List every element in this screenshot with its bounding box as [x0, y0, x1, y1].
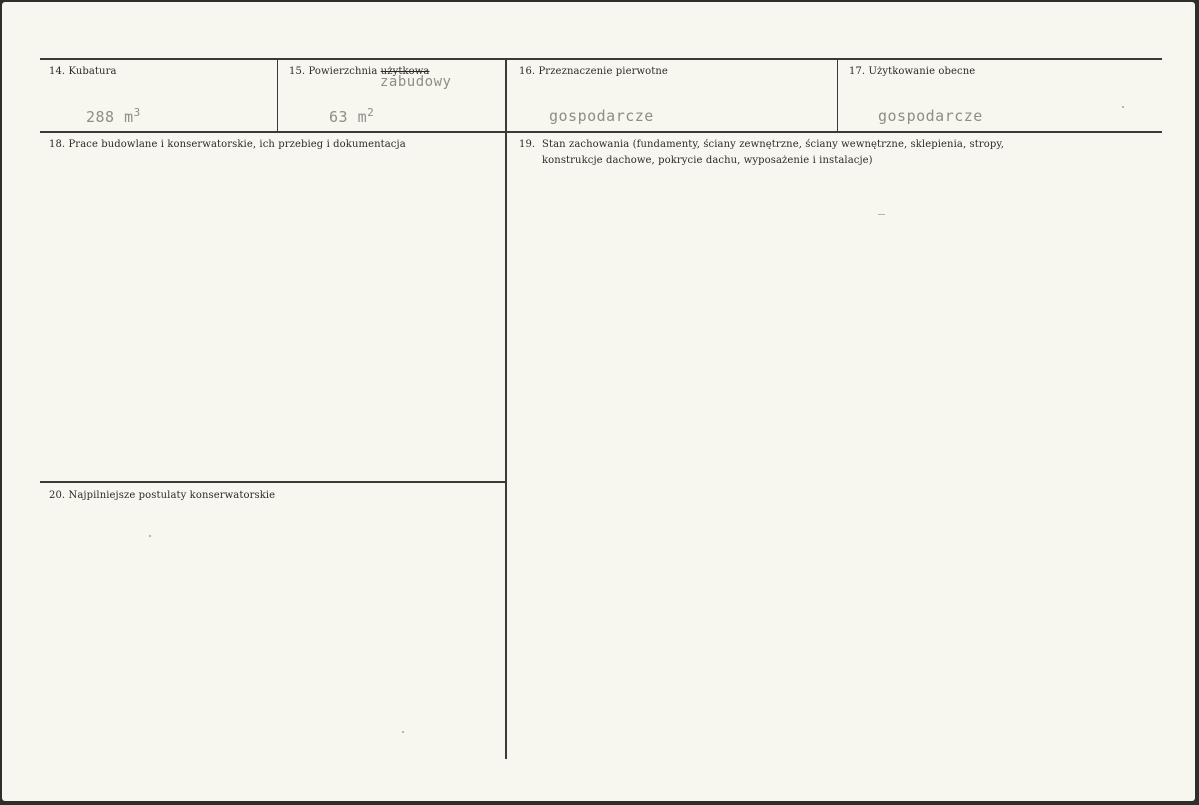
divider-15-16 — [505, 59, 507, 759]
field-14-label: 14. Kubatura — [49, 66, 117, 77]
field-20-label: 20. Najpilniejsze postulaty konserwatorskie — [49, 490, 276, 501]
field-17-value: gospodarcze — [878, 107, 983, 125]
row1-bottom-rule — [40, 131, 1162, 133]
field-15-value — [329, 106, 374, 126]
paper-speck — [149, 535, 151, 537]
field-17-label: 17. Użytkowanie obecne — [849, 66, 976, 77]
divider-16-17 — [837, 59, 838, 132]
field-14-value — [86, 106, 141, 126]
field-19-label-line2: konstrukcje dachowe, pokrycie dachu, wyposażenie i instalacje) — [542, 155, 873, 166]
top-rule — [40, 58, 1162, 60]
field-15-label-struck: użytkowa — [380, 66, 430, 77]
field-15-label-prefix: 15. Powierzchnia — [289, 66, 381, 77]
field-14-value-text: 288 m — [86, 108, 134, 126]
paper-speck — [1122, 106, 1124, 108]
field-15-correction: zabudowy — [380, 74, 452, 90]
field-18-label: 18. Prace budowlane i konserwatorskie, ich przebieg i dokumentacja — [49, 139, 406, 150]
paper-speck — [402, 731, 404, 733]
field-19-number: 19. — [519, 139, 536, 150]
field-15-value-text: 63 m — [329, 108, 368, 126]
record-card — [2, 2, 1195, 801]
field-14-unit-exponent: 3 — [133, 106, 141, 119]
divider-14-15 — [277, 59, 278, 132]
field-15-unit-exponent: 2 — [367, 106, 375, 119]
field-16-label: 16. Przeznaczenie pierwotne — [519, 66, 668, 77]
field-16-value: gospodarcze — [549, 107, 654, 125]
section18-bottom-rule — [40, 481, 505, 483]
paper-speck — [878, 214, 885, 215]
field-19-label-line1: Stan zachowania (fundamenty, ściany zewnętrzne, ściany wewnętrzne, sklepienia, stropy, — [542, 139, 1005, 150]
